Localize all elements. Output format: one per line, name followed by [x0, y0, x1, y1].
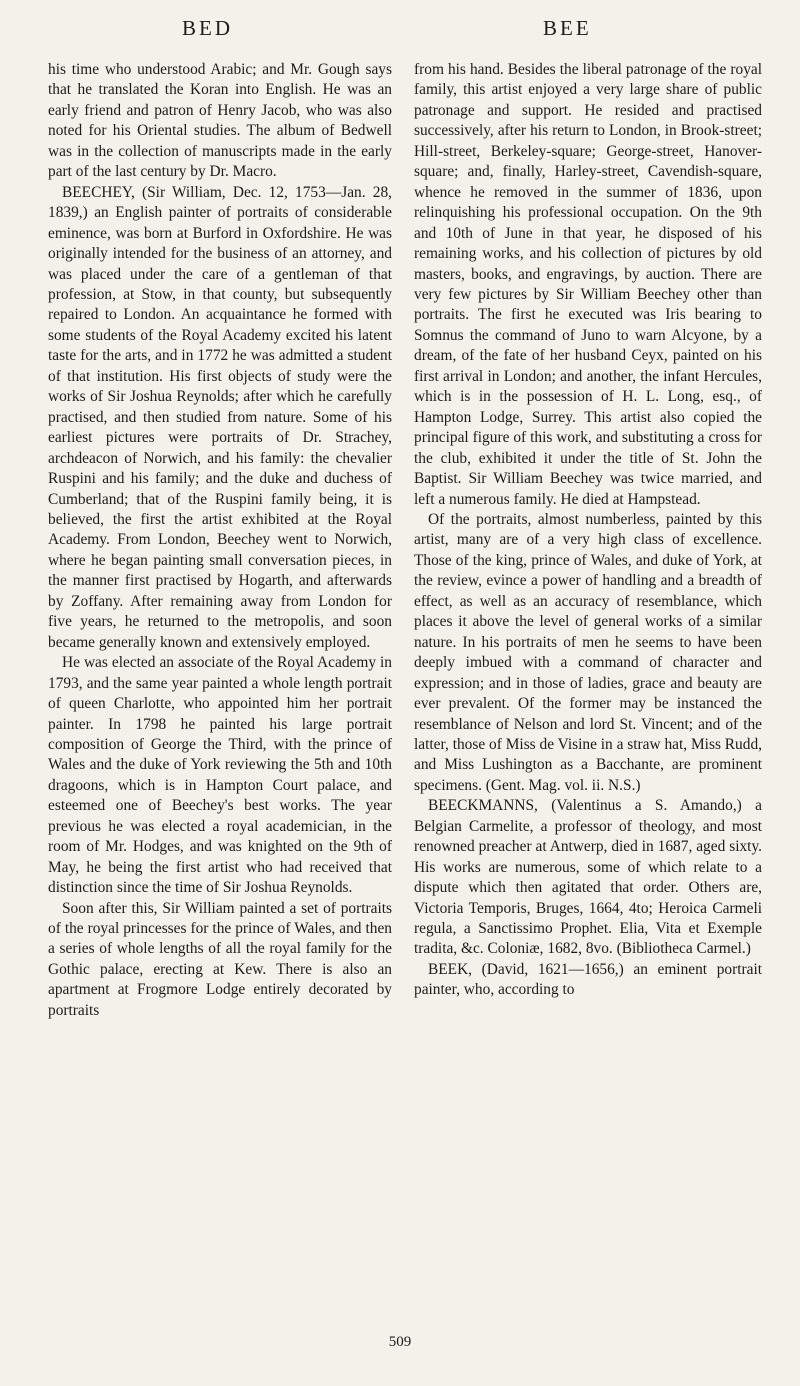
paragraph: BEECKMANNS, (Valentinus a S. Amando,) a Belgian Carmelite, a professor of theology, and most renowned preacher at Antwerp, died in 1687, aged sixty. His works are numerous, some of which relate to a dispute which then agitated that order. Others are, Victoria Temporis, Bruges, 1664, 4to; Heroica Carmeli regula, a Sanctissimo Prophet. Elia, Vita et Exemple tradita, &c. Coloniæ, 1682, 8vo. (Bibliotheca Carmel.)	[414, 797, 762, 958]
page-number: 509	[388, 1334, 412, 1350]
paragraph: his time who understood Arabic; and Mr. Gough says that he translated the Koran into English. He was an early friend and patron of Henry Jacob, who was also noted for his Oriental studies. The album of Bedwell was in the collection of manuscripts made in the early part of the last century by Dr. Macro.	[48, 61, 392, 181]
header-left: BED	[182, 16, 233, 40]
paragraph: He was elected an associate of the Royal Academy in 1793, and the same year painted a whole length portrait of queen Charlotte, who appointed him her portrait painter. In 1798 he painted his large portrait composition of George the Third, with the prince of Wales and the duke of York reviewing the 5th and 10th dragoons, which is in Hampton Court palace, and esteemed one of Beechey's best works. The year previous he was elected a royal academician, in the room of Mr. Hodges, and was knighted on the 9th of May, he being the first artist who had received that distinction since the time of Sir Joshua Reynolds.	[48, 654, 392, 897]
paragraph: Of the portraits, almost numberless, painted by this artist, many are of a very high class of excellence. Those of the king, prince of Wales, and duke of York, at the review, evince a power of handling and a breadth of effect, as well as an accuracy of resemblance, which places it above the level of general works of a similar nature. In his portraits of men he seems to have been deeply imbued with a command of character and expression; and in those of ladies, grace and beauty are ever prevalent. Of the former may be instanced the resemblance of Nelson and lord St. Vincent; and of the latter, those of Miss de Visine in a straw hat, Miss Rudd, and Miss Lushington as a Bacchante, are prominent specimens. (Gent. Mag. vol. ii. N.S.)	[414, 510, 762, 794]
right-column	[414, 60, 762, 1001]
paragraph: BEECHEY, (Sir William, Dec. 12, 1753—Jan. 28, 1839,) an English painter of portraits of considerable eminence, was born at Burford in Oxfordshire. He was originally intended for the business of an attorney, and was placed under the care of a gentleman of that profession, at Stow, in that county, but subsequently repaired to London. An acquaintance he formed with some students of the Royal Academy excited his latent taste for the arts, and in 1772 he was admitted a student of that institution. His first objects of study were the works of Sir Joshua Reynolds; after which he carefully practised, and then studied from nature. Some of his earliest pictures were portraits of Dr. Strachey, archdeacon of Norwich, and his family: the chevalier Ruspini and his family; and the duke and duchess of Cumberland; that of the Ruspini family being, it is believed, the first the artist exhibited at the Royal Academy. From London, Beechey went to Norwich, where he began painting small conversation pieces, in the manner first practised by Hogarth, and afterwards by Zoffany. After remaining away from London for five years, he returned to the metropolis, and soon became generally known and extensively employed.	[48, 183, 392, 651]
left-column	[48, 60, 392, 1021]
paragraph: from his hand. Besides the liberal patronage of the royal family, this artist enjoyed a very large share of public patronage and support. He resided and practised successively, after his return to London, in Brook-street; Hill-street, Berkeley-square; George-street, Hanover-square; and, finally, Harley-street, Cavendish-square, whence he removed in the summer of 1836, upon relinquishing his professional occupation. On the 9th and 10th of June in that year, he disposed of his remaining works, and his collection of pictures by old masters, books, and engravings, by auction. There are very few pictures by Sir William Beechey other than portraits. The first he executed was Iris bearing to Somnus the command of Juno to warn Alcyone, by a dream, of the fate of her husband Ceyx, painted on his first arrival in London; and another, the infant Hercules, which is in the possession of H. L. Long, esq., of Hampton Lodge, Surrey. This artist also copied the principal figure of this work, and substituting a cross for the club, exhibited it under the title of St. John the Baptist. Sir William Beechey was twice married, and left a numerous family. He died at Hampstead.	[414, 61, 762, 508]
paragraph: Soon after this, Sir William painted a set of portraits of the royal princesses for the prince of Wales, and then a series of whole lengths of all the royal family for the Gothic palace, erecting at Kew. There is also an apartment at Frogmore Lodge entirely decorated by portraits	[48, 899, 392, 1019]
header-right: BEE	[543, 16, 592, 40]
running-header	[0, 16, 800, 46]
paragraph: BEEK, (David, 1621—1656,) an eminent portrait painter, who, according to	[414, 960, 762, 999]
